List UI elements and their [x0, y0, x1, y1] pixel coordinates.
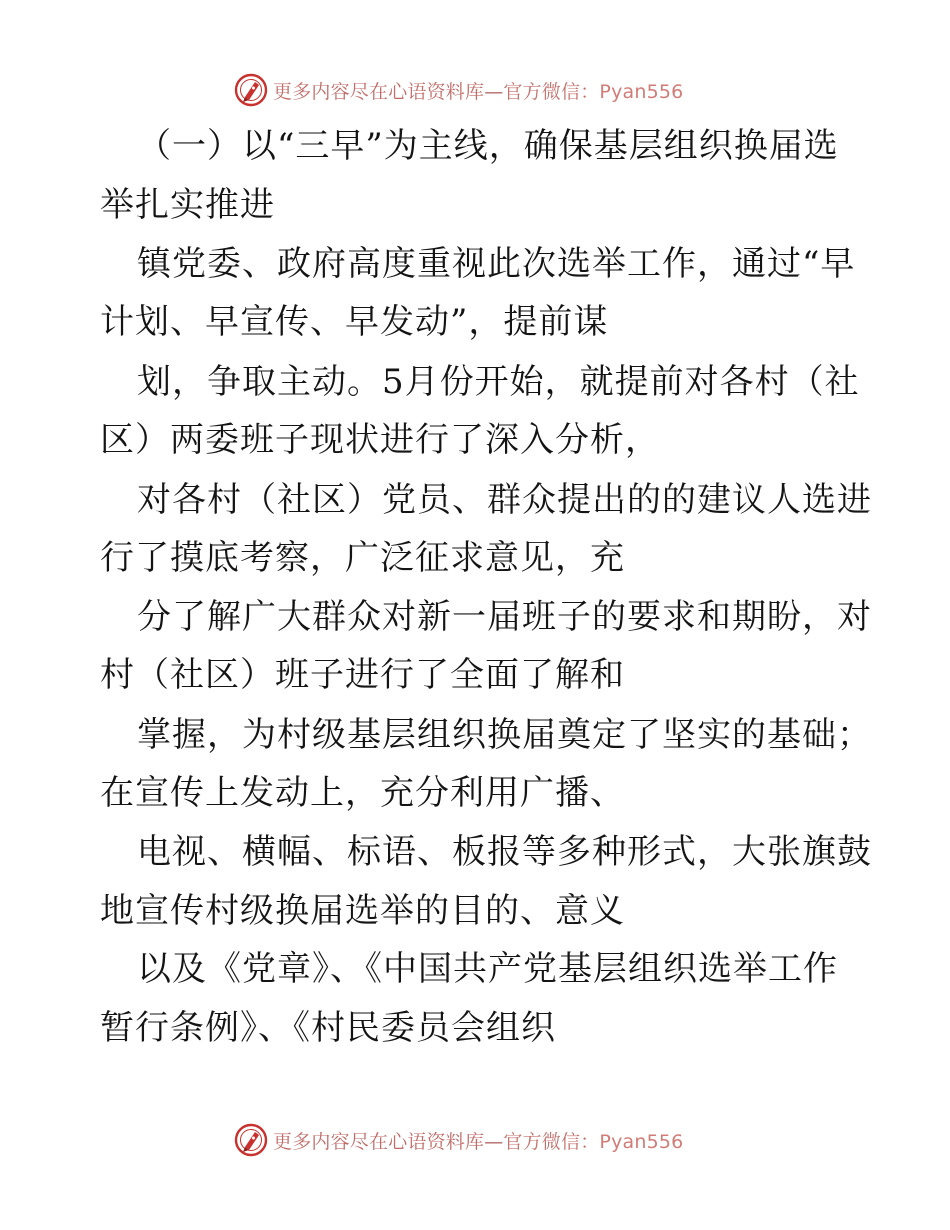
text-line: 行了摸底考察，广泛征求意见，充 [100, 538, 625, 578]
text-line: 暂行条例》、《村民委员会组织 [100, 1008, 556, 1048]
footer-watermark [234, 1120, 714, 1160]
text-line: 分了解广大群众对新一届班子的要求和期盼，对 [137, 597, 872, 637]
watermark-wechat-label: 官方微信： [503, 80, 600, 103]
pen-nib-seal-icon [234, 73, 268, 107]
text-line: 村（社区）班子进行了全面了解和 [100, 655, 625, 695]
text-line: 区）两委班子现状进行了深入分析， [100, 420, 660, 460]
watermark-text [273, 77, 683, 104]
watermark-wechat-label: 官方微信： [503, 1130, 600, 1153]
text-line: 镇党委、政府高度重视此次选举工作，通过“早 [137, 244, 856, 284]
text-line: 电视、横幅、标语、板报等多种形式，大张旗鼓 [137, 832, 872, 872]
text-line: 对各村（社区）党员、群众提出的的建议人选进 [137, 480, 872, 520]
text-line: 举扎实推进 [100, 185, 275, 225]
watermark-wechat-id: Pyan556 [599, 80, 684, 103]
watermark-separator: — [484, 80, 504, 103]
text-line: 在宣传上发动上，充分利用广播、 [100, 773, 625, 813]
pen-nib-seal-icon [234, 1123, 268, 1157]
watermark-wechat-id: Pyan556 [599, 1130, 684, 1153]
text-line: 计划、早宣传、早发动”，提前谋 [100, 302, 609, 342]
text-line: 地宣传村级换届选举的目的、意义 [100, 891, 625, 931]
watermark-site-text: 更多内容尽在心语资料库 [273, 80, 485, 103]
header-watermark [234, 70, 714, 110]
watermark-text [273, 1127, 683, 1154]
text-line: 划，争取主动。5月份开始，就提前对各村（社 [137, 362, 860, 402]
text-line: 以及《党章》、《中国共产党基层组织选举工作 [137, 949, 838, 989]
watermark-site-text: 更多内容尽在心语资料库 [273, 1130, 485, 1153]
text-line: （一）以“三早”为主线，确保基层组织换届选 [137, 126, 839, 166]
text-line: 掌握，为村级基层组织换届奠定了坚实的基础； [137, 715, 872, 755]
watermark-separator: — [484, 1130, 504, 1153]
